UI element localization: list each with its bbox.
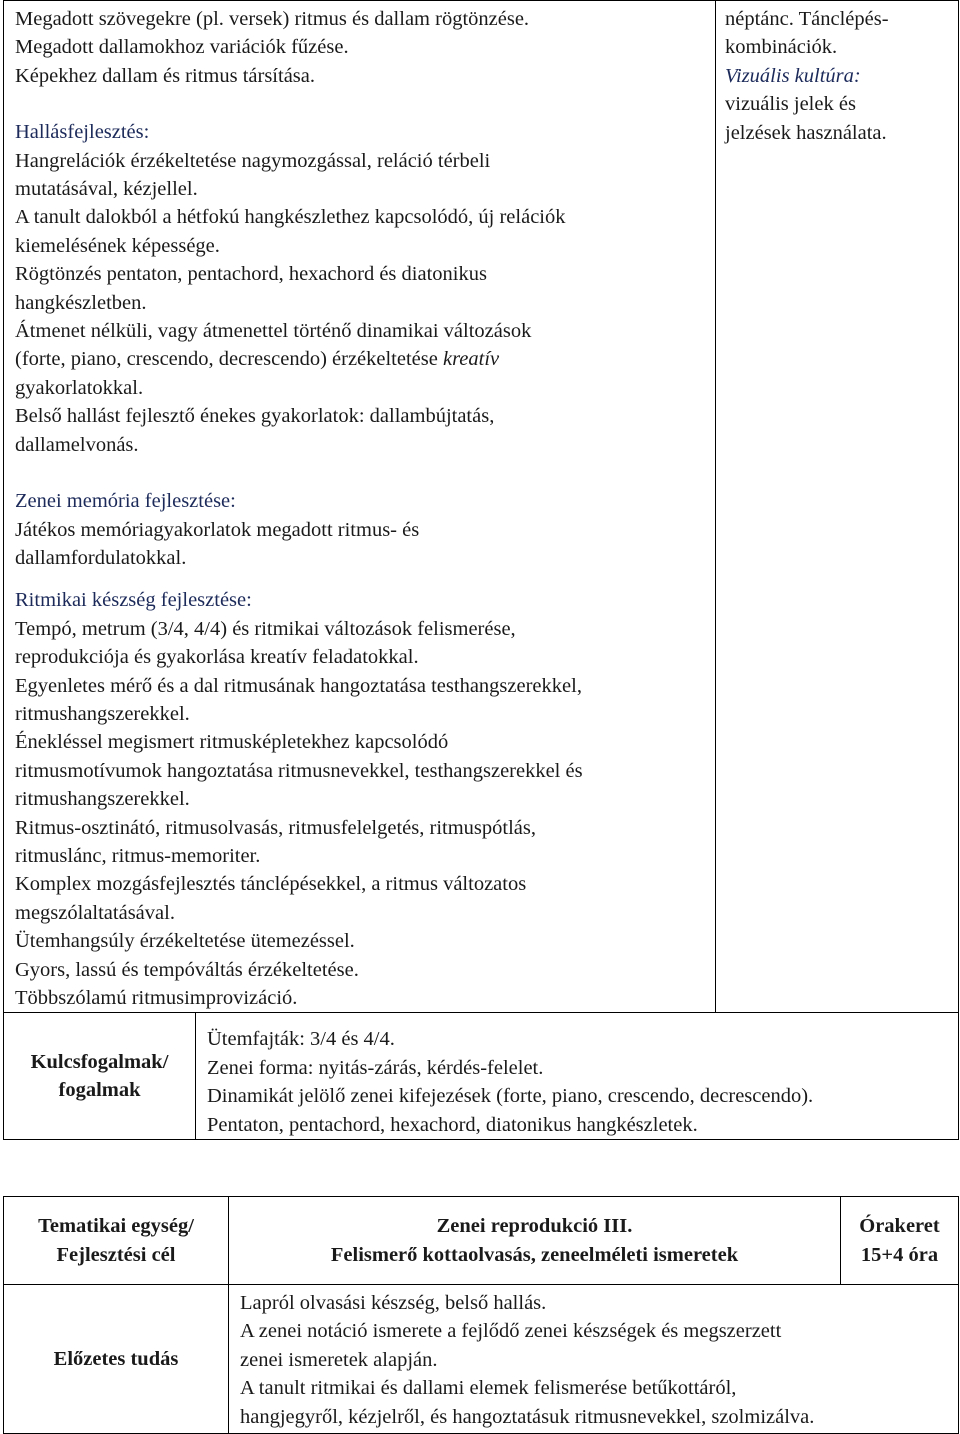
text-line	[15, 402, 707, 430]
text-line	[15, 431, 707, 459]
prereq-line: zenei ismeretek alapján.	[240, 1348, 438, 1371]
text-line-content: gyakorlatokkal.	[15, 376, 144, 399]
key-concept-line: Pentaton, pentachord, hexachord, diatonikus hangkészletek.	[207, 1113, 698, 1136]
text-line-content: Rögtönzés pentaton, pentachord, hexachord és diatonikus	[15, 263, 487, 286]
text-line-content: Képekhez dallam és ritmus társítása.	[15, 64, 315, 87]
text-line	[15, 516, 707, 544]
key-concept-line: Zenei forma: nyitás-zárás, kérdés-felelet.	[207, 1056, 544, 1079]
key-concepts-cell	[196, 1013, 959, 1140]
unit-title-line1: Zenei reprodukció III.	[436, 1215, 633, 1238]
text-line	[15, 33, 707, 61]
text-line-content: Átmenet nélküli, vagy átmenettel történő dinamikai változások	[15, 320, 532, 343]
text-line-content: Belső hallást fejlesztő énekes gyakorlatok: dallambújtatás,	[15, 405, 495, 428]
text-line	[725, 33, 954, 61]
text-line-content: Gyors, lassú és tempóváltás érzékeltetése.	[15, 958, 359, 981]
text-line-content: megszólaltatásával.	[15, 901, 175, 924]
hours-cell	[841, 1197, 959, 1285]
text-line-content: hangkészletben.	[15, 291, 147, 314]
text-line	[15, 700, 707, 728]
text-line	[15, 5, 707, 33]
text-line-content: Énekléssel megismert ritmusképletekhez kapcsolódó	[15, 731, 449, 754]
text-line-content: jelzések használata.	[725, 121, 887, 144]
text-line-content: ritmushangszerekkel.	[15, 702, 190, 725]
prereq-cell	[229, 1285, 959, 1434]
text-line-content: Ütemhangsúly érzékeltetése ütemezéssel.	[15, 930, 355, 953]
text-line	[15, 899, 707, 927]
unit-title-cell	[229, 1197, 841, 1285]
key-concepts-label-cell	[4, 1013, 196, 1140]
text-line	[15, 62, 707, 90]
text-line-content: Hangrelációk érzékeltetése nagymozgással, reláció térbeli	[15, 149, 491, 172]
unit-table	[3, 1196, 959, 1434]
text-line-content: kiemelésének képessége.	[15, 234, 220, 257]
text-line	[15, 927, 707, 955]
text-line-content: Játékos memóriagyakorlatok megadott ritmus- és	[15, 518, 420, 541]
hours-label: Órakeret	[859, 1215, 940, 1238]
key-concepts-label-line2: fogalmak	[58, 1079, 141, 1102]
prereq-line: A zenei notáció ismerete a fejlődő zenei készségek és megszerzett	[240, 1320, 782, 1343]
text-line-content: Egyenletes mérő és a dal ritmusának hangoztatása testhangszerekkel,	[15, 674, 582, 697]
hours-value: 15+4 óra	[860, 1243, 939, 1266]
text-line	[725, 5, 954, 33]
text-line-content: dallamelvonás.	[15, 433, 139, 456]
text-line	[15, 785, 707, 813]
text-line	[15, 175, 707, 203]
prereq-line: hangjegyről, kézjelről, és hangoztatásuk ritmusnevekkel, szolmizálva.	[240, 1405, 815, 1428]
prereq-line: Lapról olvasási készség, belső hallás.	[240, 1292, 547, 1314]
connections-text	[725, 5, 954, 147]
text-line	[15, 672, 707, 700]
unit-title-line2: Felismerő kottaolvasás, zeneelméleti ismeretek	[330, 1243, 739, 1266]
connections-cell	[716, 1, 959, 1013]
paragraph-gap	[15, 459, 707, 487]
section-heading	[15, 586, 707, 614]
text-line	[15, 147, 707, 175]
text-line	[15, 345, 707, 373]
key-concepts-label-line1: Kulcsfogalmak/	[30, 1050, 169, 1073]
text-line-content: Zenei memória fejlesztése:	[15, 490, 236, 513]
text-line	[15, 814, 707, 842]
section-heading	[15, 487, 707, 515]
text-line-content: Többszólamú ritmusimprovizáció.	[15, 987, 298, 1009]
subject-heading	[725, 62, 954, 90]
text-line	[15, 757, 707, 785]
text-line-content: Megadott dallamokhoz variációk fűzése.	[15, 36, 349, 59]
prereq-label-cell	[4, 1285, 229, 1434]
text-line-content: Vizuális kultúra:	[725, 64, 861, 87]
text-line	[15, 842, 707, 870]
text-line	[15, 984, 707, 1012]
text-line	[15, 728, 707, 756]
text-line-content: ritmushangszerekkel.	[15, 788, 190, 811]
text-line-content: ritmusmotívumok hangoztatása ritmusnevekkel, testhangszerekkel és	[15, 759, 583, 782]
text-line	[15, 317, 707, 345]
text-line	[15, 374, 707, 402]
content-table	[3, 0, 959, 1140]
text-line-content: A tanult dalokból a hétfokú hangkészlethez kapcsolódó, új relációk	[15, 206, 566, 229]
key-concept-line: Dinamikát jelölő zenei kifejezések (forte, piano, crescendo, decrescendo).	[207, 1085, 814, 1108]
prereq-line: A tanult ritmikai és dallami elemek felismerése betűkottáról,	[240, 1377, 737, 1400]
paragraph-gap	[15, 90, 707, 118]
text-line	[15, 289, 707, 317]
text-line-content: mutatásával, kézjellel.	[15, 178, 198, 201]
text-line-content: dallamfordulatokkal.	[15, 546, 187, 569]
text-line-content: (forte, piano, crescendo, decrescendo) érzékeltetése	[15, 348, 443, 371]
text-line-content: Ritmikai készség fejlesztése:	[15, 589, 252, 612]
text-line-content: kombinációk.	[725, 36, 838, 59]
prereq-label: Előzetes tudás	[53, 1347, 179, 1370]
text-line-content: reprodukciója és gyakorlása kreatív feladatokkal.	[15, 646, 419, 669]
text-line	[15, 615, 707, 643]
activities-cell	[4, 1, 716, 1013]
activities-text	[15, 5, 707, 1012]
text-line-content: Ritmus-osztinátó, ritmusolvasás, ritmusfelelgetés, ritmuspótlás,	[15, 816, 536, 839]
text-line-content: néptánc. Tánclépés-	[725, 8, 889, 30]
text-line-content: Megadott szövegekre (pl. versek) ritmus és dallam rögtönzése.	[15, 8, 530, 30]
paragraph-gap	[15, 572, 707, 586]
text-line	[15, 232, 707, 260]
text-line	[15, 870, 707, 898]
unit-label-cell	[4, 1197, 229, 1285]
unit-label-line1: Tematikai egység/	[38, 1215, 194, 1238]
text-line	[15, 260, 707, 288]
italic-word: kreatív	[442, 348, 500, 371]
unit-label-line2: Fejlesztési cél	[56, 1243, 176, 1266]
text-line	[15, 203, 707, 231]
text-line-content: Tempó, metrum (3/4, 4/4) és ritmikai változások felismerése,	[15, 617, 516, 640]
text-line-content: vizuális jelek és	[725, 93, 856, 116]
text-line	[15, 643, 707, 671]
text-line	[15, 956, 707, 984]
key-concept-line: Ütemfajták: 3/4 és 4/4.	[207, 1028, 395, 1051]
text-line	[15, 544, 707, 572]
text-line	[725, 90, 954, 118]
text-line-content: Hallásfejlesztés:	[15, 121, 150, 144]
section-heading	[15, 118, 707, 146]
text-line-content: ritmuslánc, ritmus-memoriter.	[15, 844, 261, 867]
text-line-content: Komplex mozgásfejlesztés tánclépésekkel, a ritmus változatos	[15, 873, 527, 896]
text-line	[725, 119, 954, 147]
